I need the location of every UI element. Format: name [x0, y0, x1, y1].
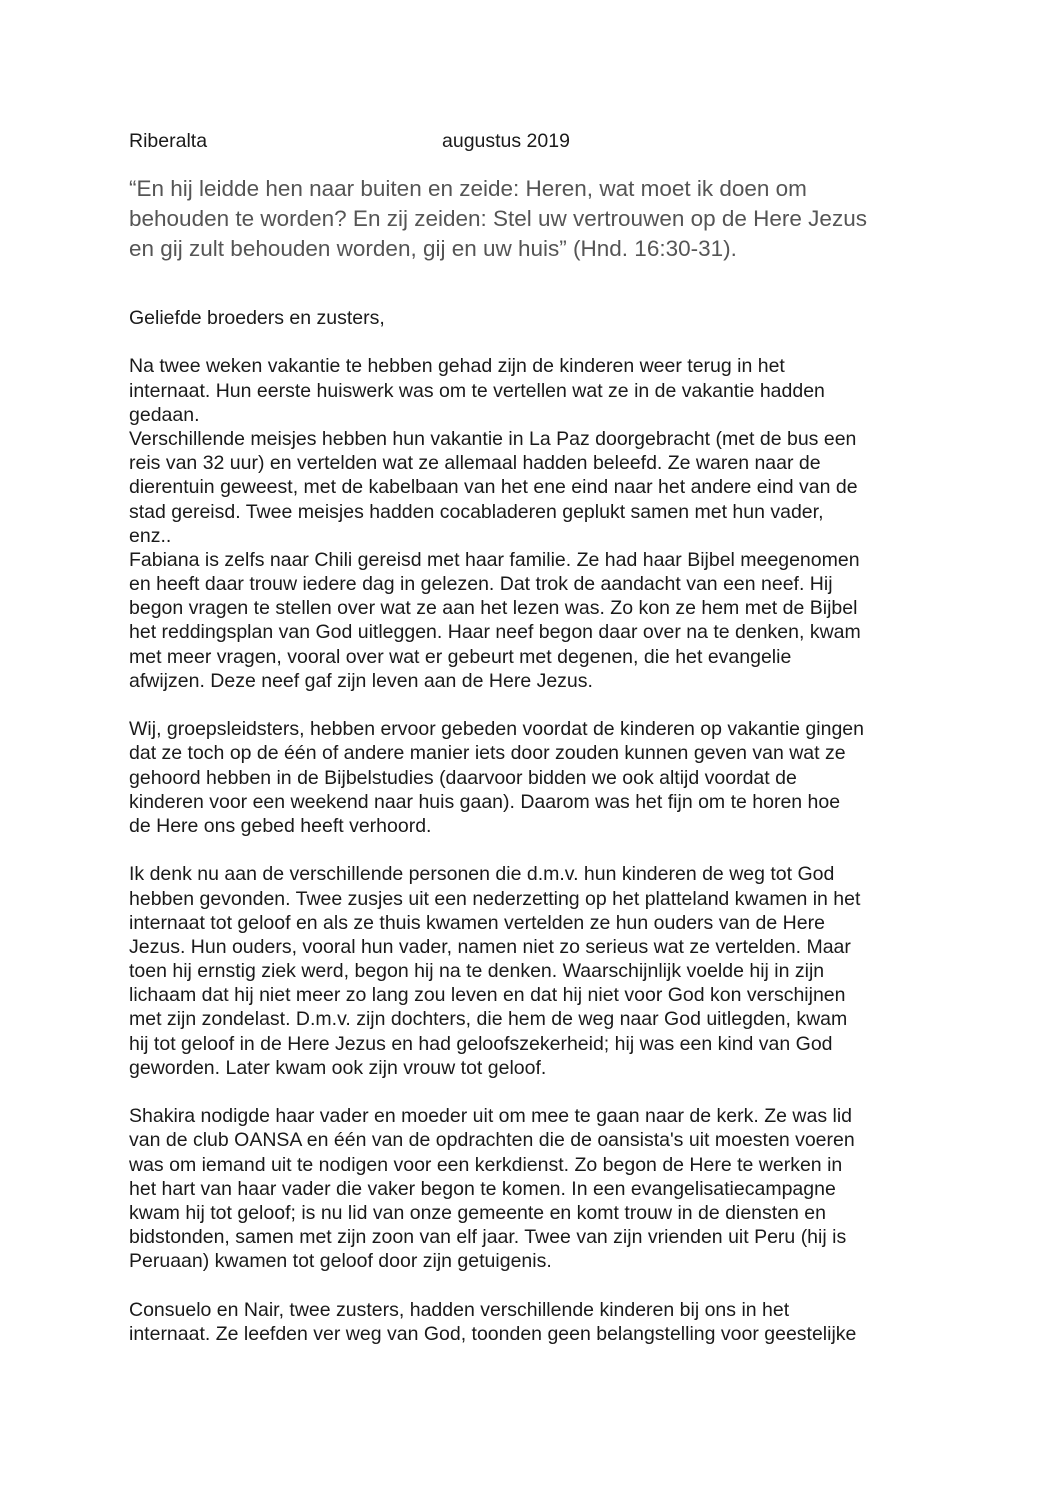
text-line: afwijzen. Deze neef gaf zijn leven aan de Here Jezus. [129, 669, 593, 692]
text-line: Peruaan) kwamen tot geloof door zijn getuigenis. [129, 1250, 552, 1273]
text-line: toen hij ernstig ziek werd, begon hij na te denken. Waarschijnlijk voelde hij in zijn [129, 960, 825, 983]
text-line: van de club OANSA en één van de opdrachten die de oansista's uit moesten voeren [129, 1129, 855, 1152]
letter-date: augustus 2019 [442, 130, 570, 152]
salutation: Geliefde broeders en zusters, [129, 307, 385, 329]
paragraph-consuelo-nair [129, 1298, 969, 1346]
text-line: gehoord hebben in de Bijbelstudies (daarvoor bidden we ook altijd voordat de [129, 766, 797, 789]
text-line: met meer vragen, vooral over wat er gebeurt met degenen, die het evangelie [129, 645, 792, 668]
text-line: geworden. Later kwam ook zijn vrouw tot geloof. [129, 1056, 547, 1079]
text-line: reis van 32 uur) en vertelden wat ze allemaal hadden beleefd. Ze waren naar de [129, 452, 821, 475]
quote-line: en gij zult behouden worden, gij en uw huis” (Hnd. 16:30-31). [129, 236, 737, 261]
text-line: dierentuin geweest, met de kabelbaan van het ene eind naar het andere eind van de [129, 476, 858, 499]
paragraph-vacation [129, 354, 969, 693]
text-line: Jezus. Hun ouders, vooral hun vader, namen niet zo serieus wat ze vertelden. Maar [129, 935, 851, 958]
letter-body [129, 306, 969, 1346]
paragraph-shakira [129, 1104, 969, 1273]
paragraph-testimonies [129, 862, 969, 1080]
text-line: Consuelo en Nair, twee zusters, hadden verschillende kinderen bij ons in het [129, 1298, 790, 1321]
text-line: bidstonden, samen met zijn zoon van elf jaar. Twee van zijn vrienden uit Peru (hij is [129, 1226, 847, 1249]
text-line: het reddingsplan van God uitleggen. Haar neef begon daar over na te denken, kwam [129, 621, 861, 644]
text-line: Ik denk nu aan de verschillende personen die d.m.v. hun kinderen de weg tot God [129, 863, 835, 886]
text-line: enz.. [129, 524, 172, 547]
letter-header [129, 128, 949, 154]
text-line: kwam hij tot geloof; is nu lid van onze gemeente en komt trouw in de diensten en [129, 1201, 826, 1224]
text-line: hebben gevonden. Twee zusjes uit een nederzetting op het platteland kwamen in het [129, 887, 861, 910]
text-line: en heeft daar trouw iedere dag in gelezen. Dat trok de aandacht van een neef. Hij [129, 573, 833, 596]
text-line: internaat. Hun eerste huiswerk was om te vertellen wat ze in de vakantie hadden [129, 379, 825, 402]
text-line: dat ze toch op de één of andere manier iets door zouden kunnen geven van wat ze [129, 742, 846, 765]
place-name: Riberalta [129, 130, 208, 152]
text-line: Shakira nodigde haar vader en moeder uit om mee te gaan naar de kerk. Ze was lid [129, 1105, 852, 1128]
quote-line: “En hij leidde hen naar buiten en zeide: Heren, wat moet ik doen om [129, 176, 807, 201]
text-line: stad gereisd. Twee meisjes hadden cocabladeren geplukt samen met hun vader, [129, 500, 824, 523]
text-line: het hart van haar vader die vaker begon te komen. In een evangelisatiecampagne [129, 1177, 836, 1200]
text-line: de Here ons gebed heeft verhoord. [129, 814, 432, 837]
text-line: internaat. Ze leefden ver weg van God, toonden geen belangstelling voor geestelijke [129, 1322, 857, 1345]
text-line: was om iemand uit te nodigen voor een kerkdienst. Zo begon de Here te werken in [129, 1153, 843, 1176]
text-line: kinderen voor een weekend naar huis gaan). Daarom was het fijn om te horen hoe [129, 790, 841, 813]
text-line: Wij, groepsleidsters, hebben ervoor gebeden voordat de kinderen op vakantie gingen [129, 718, 864, 741]
quote-line: behouden te worden? En zij zeiden: Stel uw vertrouwen op de Here Jezus [129, 206, 867, 231]
bible-quote [129, 174, 969, 264]
text-line: internaat tot geloof en als ze thuis kwamen vertelden ze hun ouders van de Here [129, 911, 825, 934]
text-line: gedaan. [129, 403, 200, 426]
text-line: Verschillende meisjes hebben hun vakantie in La Paz doorgebracht (met de bus een [129, 427, 857, 450]
text-line: hij tot geloof in de Here Jezus en had geloofszekerheid; hij was een kind van God [129, 1032, 833, 1055]
text-line: begon vragen te stellen over wat ze aan het lezen was. Zo kon ze hem met de Bijbel [129, 597, 858, 620]
text-line: met zijn zondelast. D.m.v. zijn dochters, die hem de weg naar God uitlegden, kwam [129, 1008, 848, 1031]
paragraph-prayer [129, 717, 969, 838]
text-line: Fabiana is zelfs naar Chili gereisd met haar familie. Ze had haar Bijbel meegenomen [129, 548, 860, 571]
text-line: lichaam dat hij niet meer zo lang zou leven en dat hij niet voor God kon verschijnen [129, 984, 846, 1007]
text-line: Na twee weken vakantie te hebben gehad zijn de kinderen weer terug in het [129, 355, 785, 378]
